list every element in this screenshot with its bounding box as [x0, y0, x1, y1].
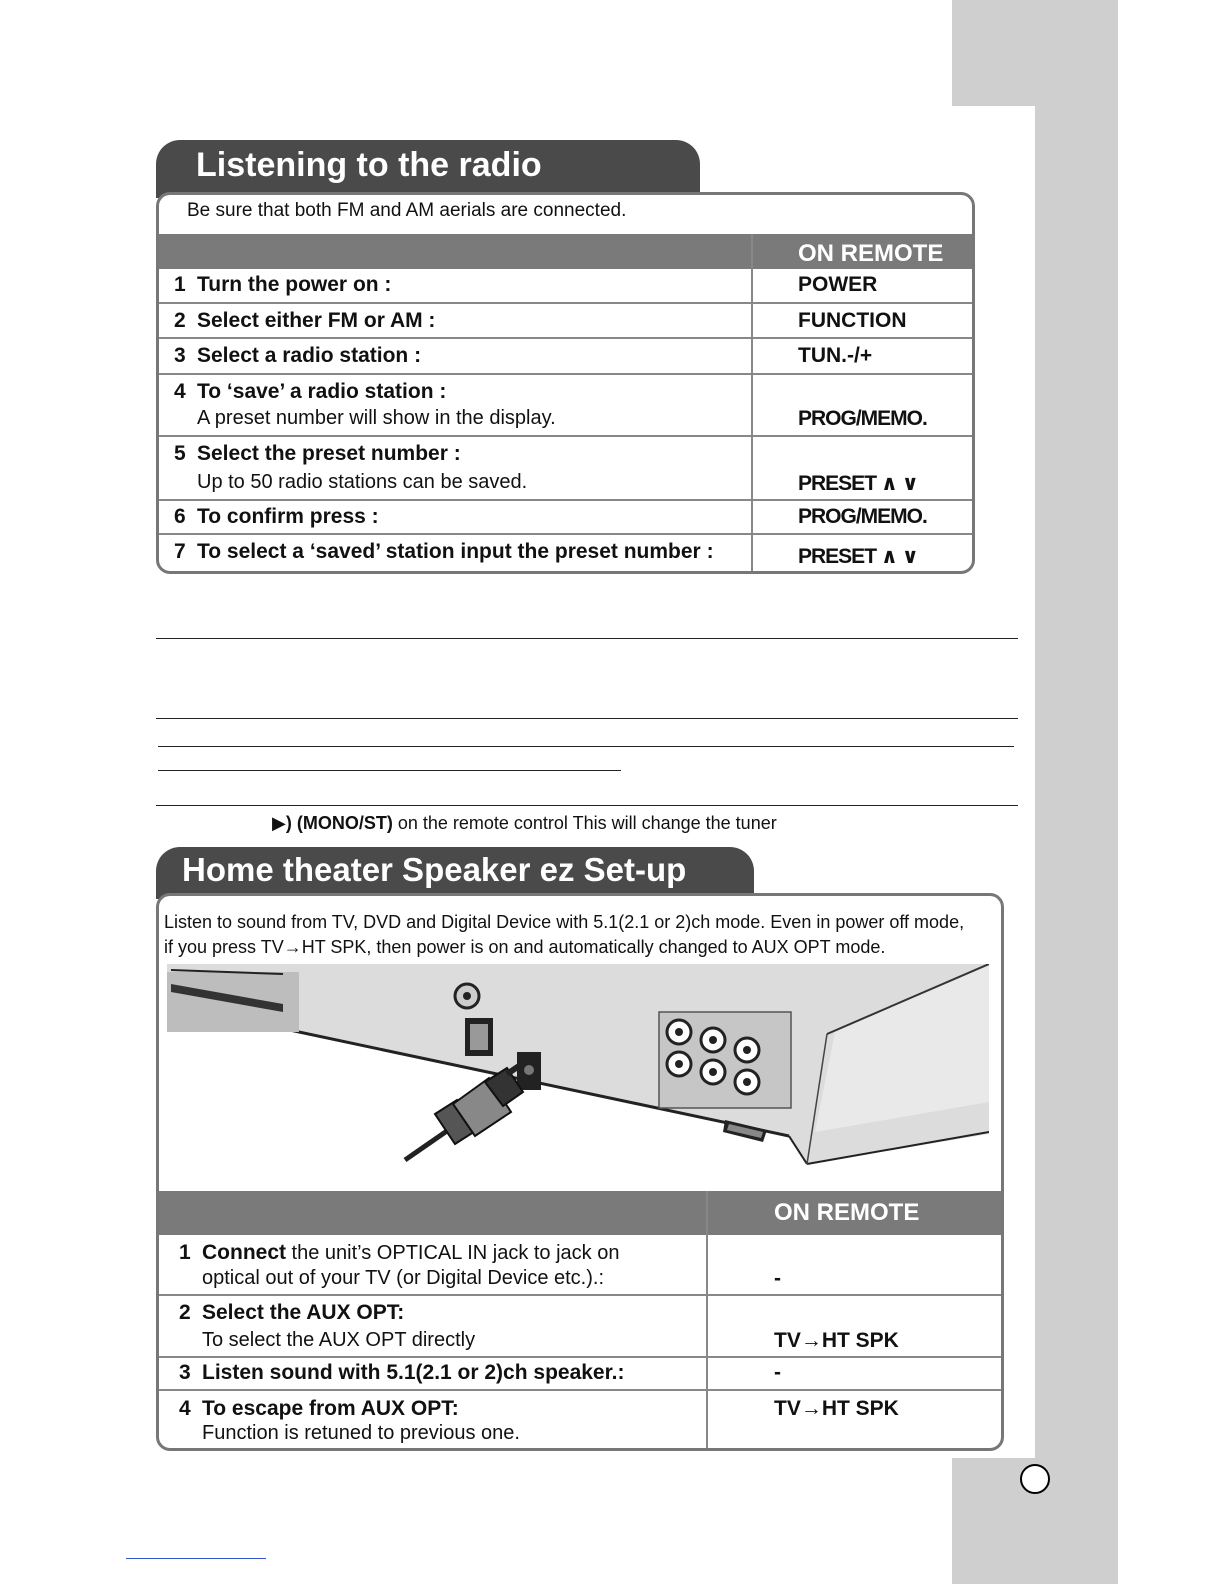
step-title: Select the AUX OPT: — [202, 1301, 405, 1324]
step-description: A preset number will show in the display. — [197, 407, 556, 429]
step-number: 6 — [174, 505, 186, 528]
step-description: Up to 50 radio stations can be saved. — [197, 471, 528, 493]
ez-intro-line1: Listen to sound from TV, DVD and Digital Device with 5.1(2.1 or 2)ch mode. Even in power off mode, — [164, 912, 965, 932]
remote-key: - — [774, 1361, 781, 1384]
radio-remote-header: ON REMOTE — [798, 240, 944, 267]
remote-key: TV→HT SPK — [774, 1329, 899, 1352]
divider-rule — [158, 770, 621, 771]
step-title: Listen sound with 5.1(2.1 or 2)ch speaker.: — [202, 1361, 625, 1384]
row-divider — [159, 435, 975, 437]
divider-rule — [156, 805, 1018, 806]
step-number: 3 — [179, 1361, 191, 1384]
side-margin — [1035, 106, 1118, 1458]
step-number: 4 — [174, 380, 186, 403]
step-number: 4 — [179, 1397, 191, 1420]
step-title: Select the preset number : — [197, 442, 461, 465]
row-divider — [159, 499, 975, 501]
row-divider — [159, 1294, 1004, 1296]
ez-remote-header: ON REMOTE — [774, 1199, 920, 1226]
row-divider — [159, 373, 975, 375]
step-title: Turn the power on : — [197, 273, 392, 296]
step-title: To select a ‘saved’ station input the preset number : — [197, 540, 714, 563]
column-divider — [706, 1191, 708, 1451]
remote-key: POWER — [798, 273, 878, 296]
step-title: Select either FM or AM : — [197, 309, 436, 332]
page-number-circle — [1020, 1464, 1050, 1494]
row-divider — [159, 1356, 1004, 1358]
row-divider — [159, 1389, 1004, 1391]
step-title: Select a radio station : — [197, 344, 422, 367]
row-divider — [159, 302, 975, 304]
row-divider — [159, 533, 975, 535]
remote-key: PROG/MEMO. — [798, 407, 927, 430]
mono-key: ▶) (MONO/ST) — [272, 813, 393, 833]
divider-rule — [158, 746, 1014, 747]
ez-section-title: Home theater Speaker ez Set-up — [156, 847, 754, 899]
step-description: To select the AUX OPT directly — [202, 1329, 476, 1351]
rear-panel-illustration — [167, 964, 989, 1190]
step-number: 2 — [174, 309, 186, 332]
radio-section-title: Listening to the radio — [156, 140, 700, 198]
step-title: To confirm press : — [197, 505, 379, 528]
step-number: 1 — [174, 273, 186, 296]
ez-intro-line2: if you press TV→HT SPK, then power is on and automatically changed to AUX OPT mode. — [164, 937, 886, 957]
remote-key: PRESET ∧ ∨ — [798, 545, 918, 568]
step-number: 5 — [174, 442, 186, 465]
mono-note — [272, 813, 777, 834]
step-number: 3 — [174, 344, 186, 367]
divider-rule — [156, 718, 1018, 719]
divider-rule — [156, 638, 1018, 639]
remote-key: PRESET ∧ ∨ — [798, 472, 918, 495]
remote-key: TV→HT SPK — [774, 1397, 899, 1420]
step-number: 2 — [179, 1301, 191, 1324]
radio-intro: Be sure that both FM and AM aerials are connected. — [187, 200, 627, 221]
column-divider — [751, 234, 753, 574]
step-title — [202, 1241, 619, 1265]
mono-text: on the remote control This will change the tuner — [392, 813, 777, 833]
step-title: To ‘save’ a radio station : — [197, 380, 447, 403]
remote-key: PROG/MEMO. — [798, 505, 927, 528]
row-divider — [159, 337, 975, 339]
radio-table — [156, 192, 975, 574]
step-description: Function is retuned to previous one. — [202, 1422, 520, 1444]
step-number: 1 — [179, 1241, 191, 1264]
step-description: optical out of your TV (or Digital Device etc.).: — [202, 1267, 605, 1289]
remote-key: TUN.-/+ — [798, 344, 873, 367]
step-title-bold: Connect — [202, 1241, 286, 1264]
step-number: 7 — [174, 540, 186, 563]
side-margin-top — [952, 0, 1118, 106]
step-title-rest: the unit’s OPTICAL IN jack to jack on — [286, 1242, 620, 1264]
remote-key: FUNCTION — [798, 309, 907, 332]
remote-key: - — [774, 1267, 781, 1290]
footer-link-underline — [126, 1558, 266, 1559]
ez-table — [156, 893, 1004, 1451]
step-title: To escape from AUX OPT: — [202, 1397, 459, 1420]
